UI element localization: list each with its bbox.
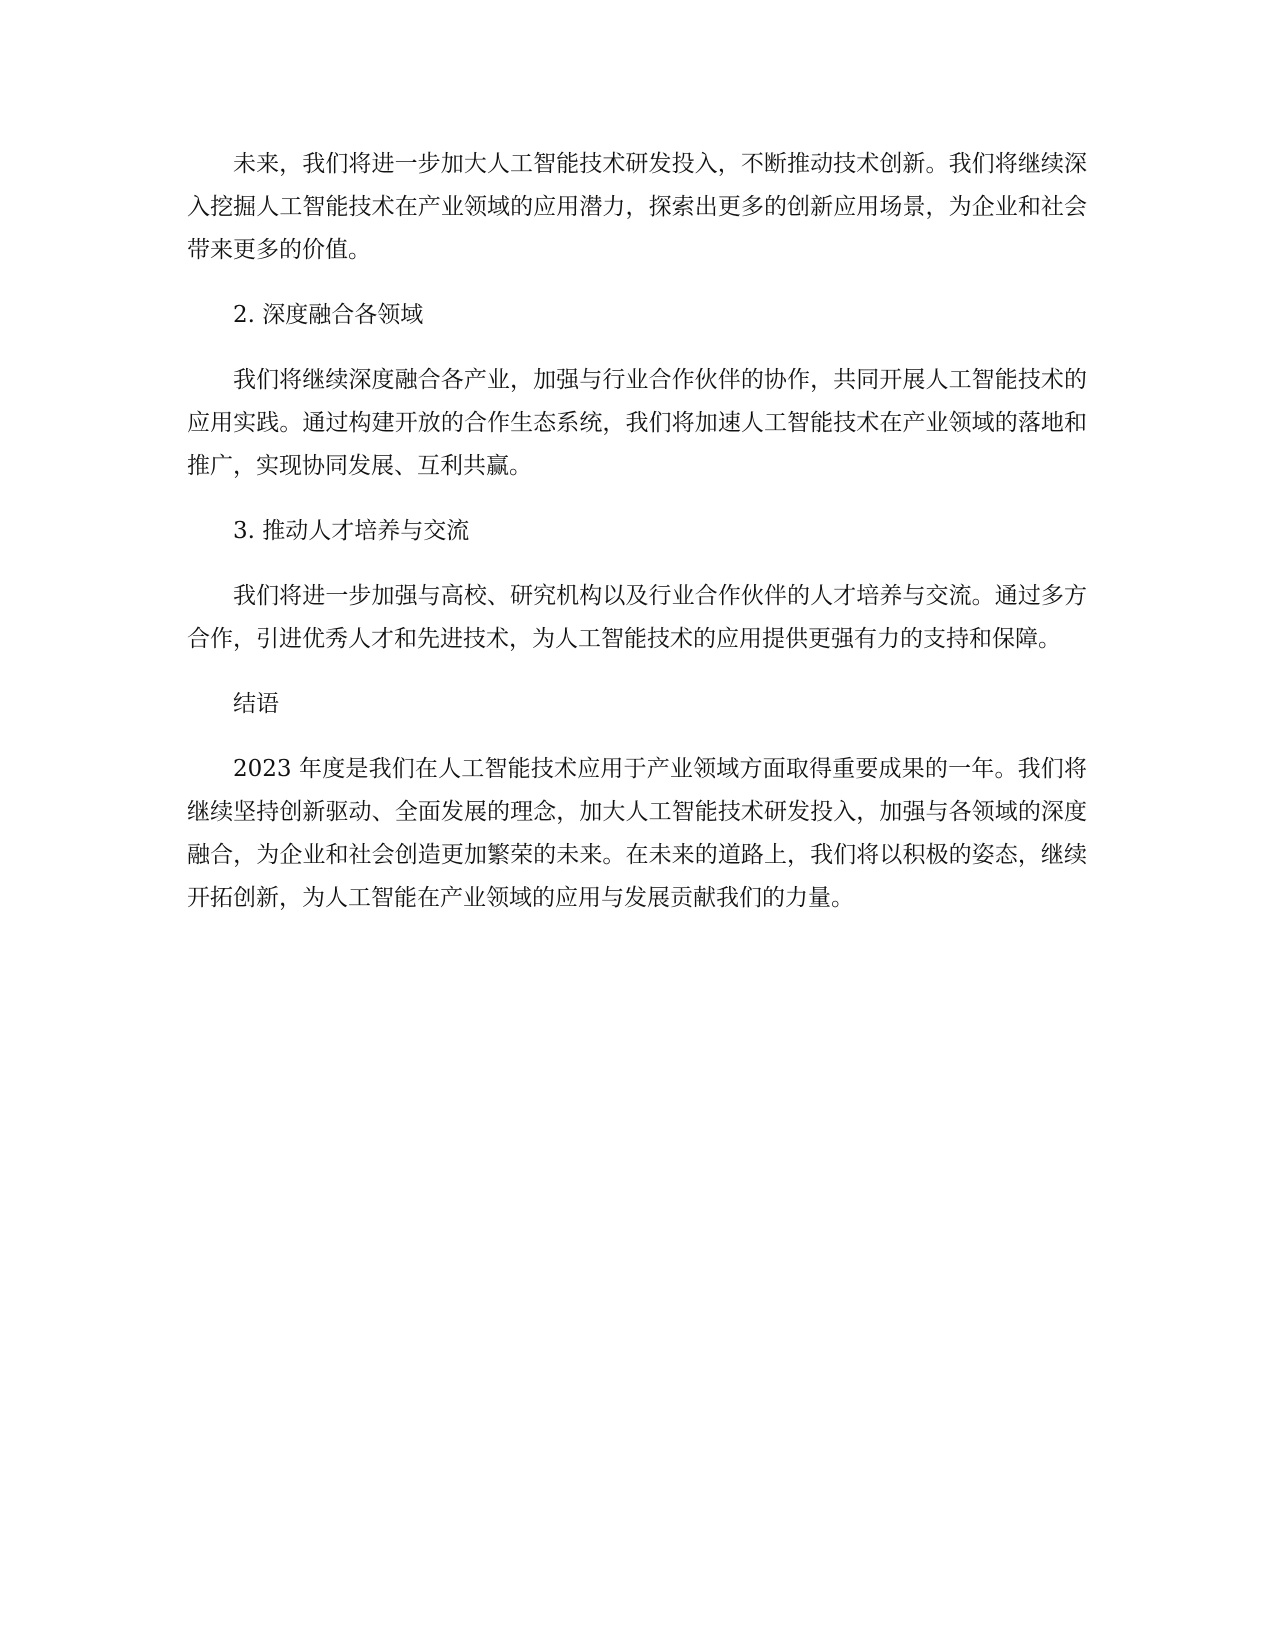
document-body (187, 143, 1087, 942)
section-heading-conclusion: 结语 (233, 691, 279, 717)
paragraph-talent-exchange: 我们将进一步加强与高校、研究机构以及行业合作伙伴的人才培养与交流。通过多方合作，引进优秀人才和先进技术，为人工智能技术的应用提供更强有力的支持和保障。 (187, 583, 1087, 652)
section-heading-talent-exchange: 3. 推动人才培养与交流 (233, 518, 470, 544)
paragraph-future-investment: 未来，我们将进一步加大人工智能技术研发投入，不断推动技术创新。我们将继续深入挖掘人工智能技术在产业领域的应用潜力，探索出更多的创新应用场景，为企业和社会带来更多的价值。 (187, 151, 1087, 263)
section-heading-deep-integration: 2. 深度融合各领域 (233, 302, 424, 328)
paragraph-deep-integration: 我们将继续深度融合各产业，加强与行业合作伙伴的协作，共同开展人工智能技术的应用实践。通过构建开放的合作生态系统，我们将加速人工智能技术在产业领域的落地和推广，实现协同发展、互利共赢。 (187, 367, 1087, 479)
paragraph-conclusion: 2023 年度是我们在人工智能技术应用于产业领域方面取得重要成果的一年。我们将继续坚持创新驱动、全面发展的理念，加大人工智能技术研发投入，加强与各领域的深度融合，为企业和社会创造更加繁荣的未来。在未来的道路上，我们将以积极的姿态，继续开拓创新，为人工智能在产业领域的应用与发展贡献我们的力量。 (187, 756, 1087, 911)
